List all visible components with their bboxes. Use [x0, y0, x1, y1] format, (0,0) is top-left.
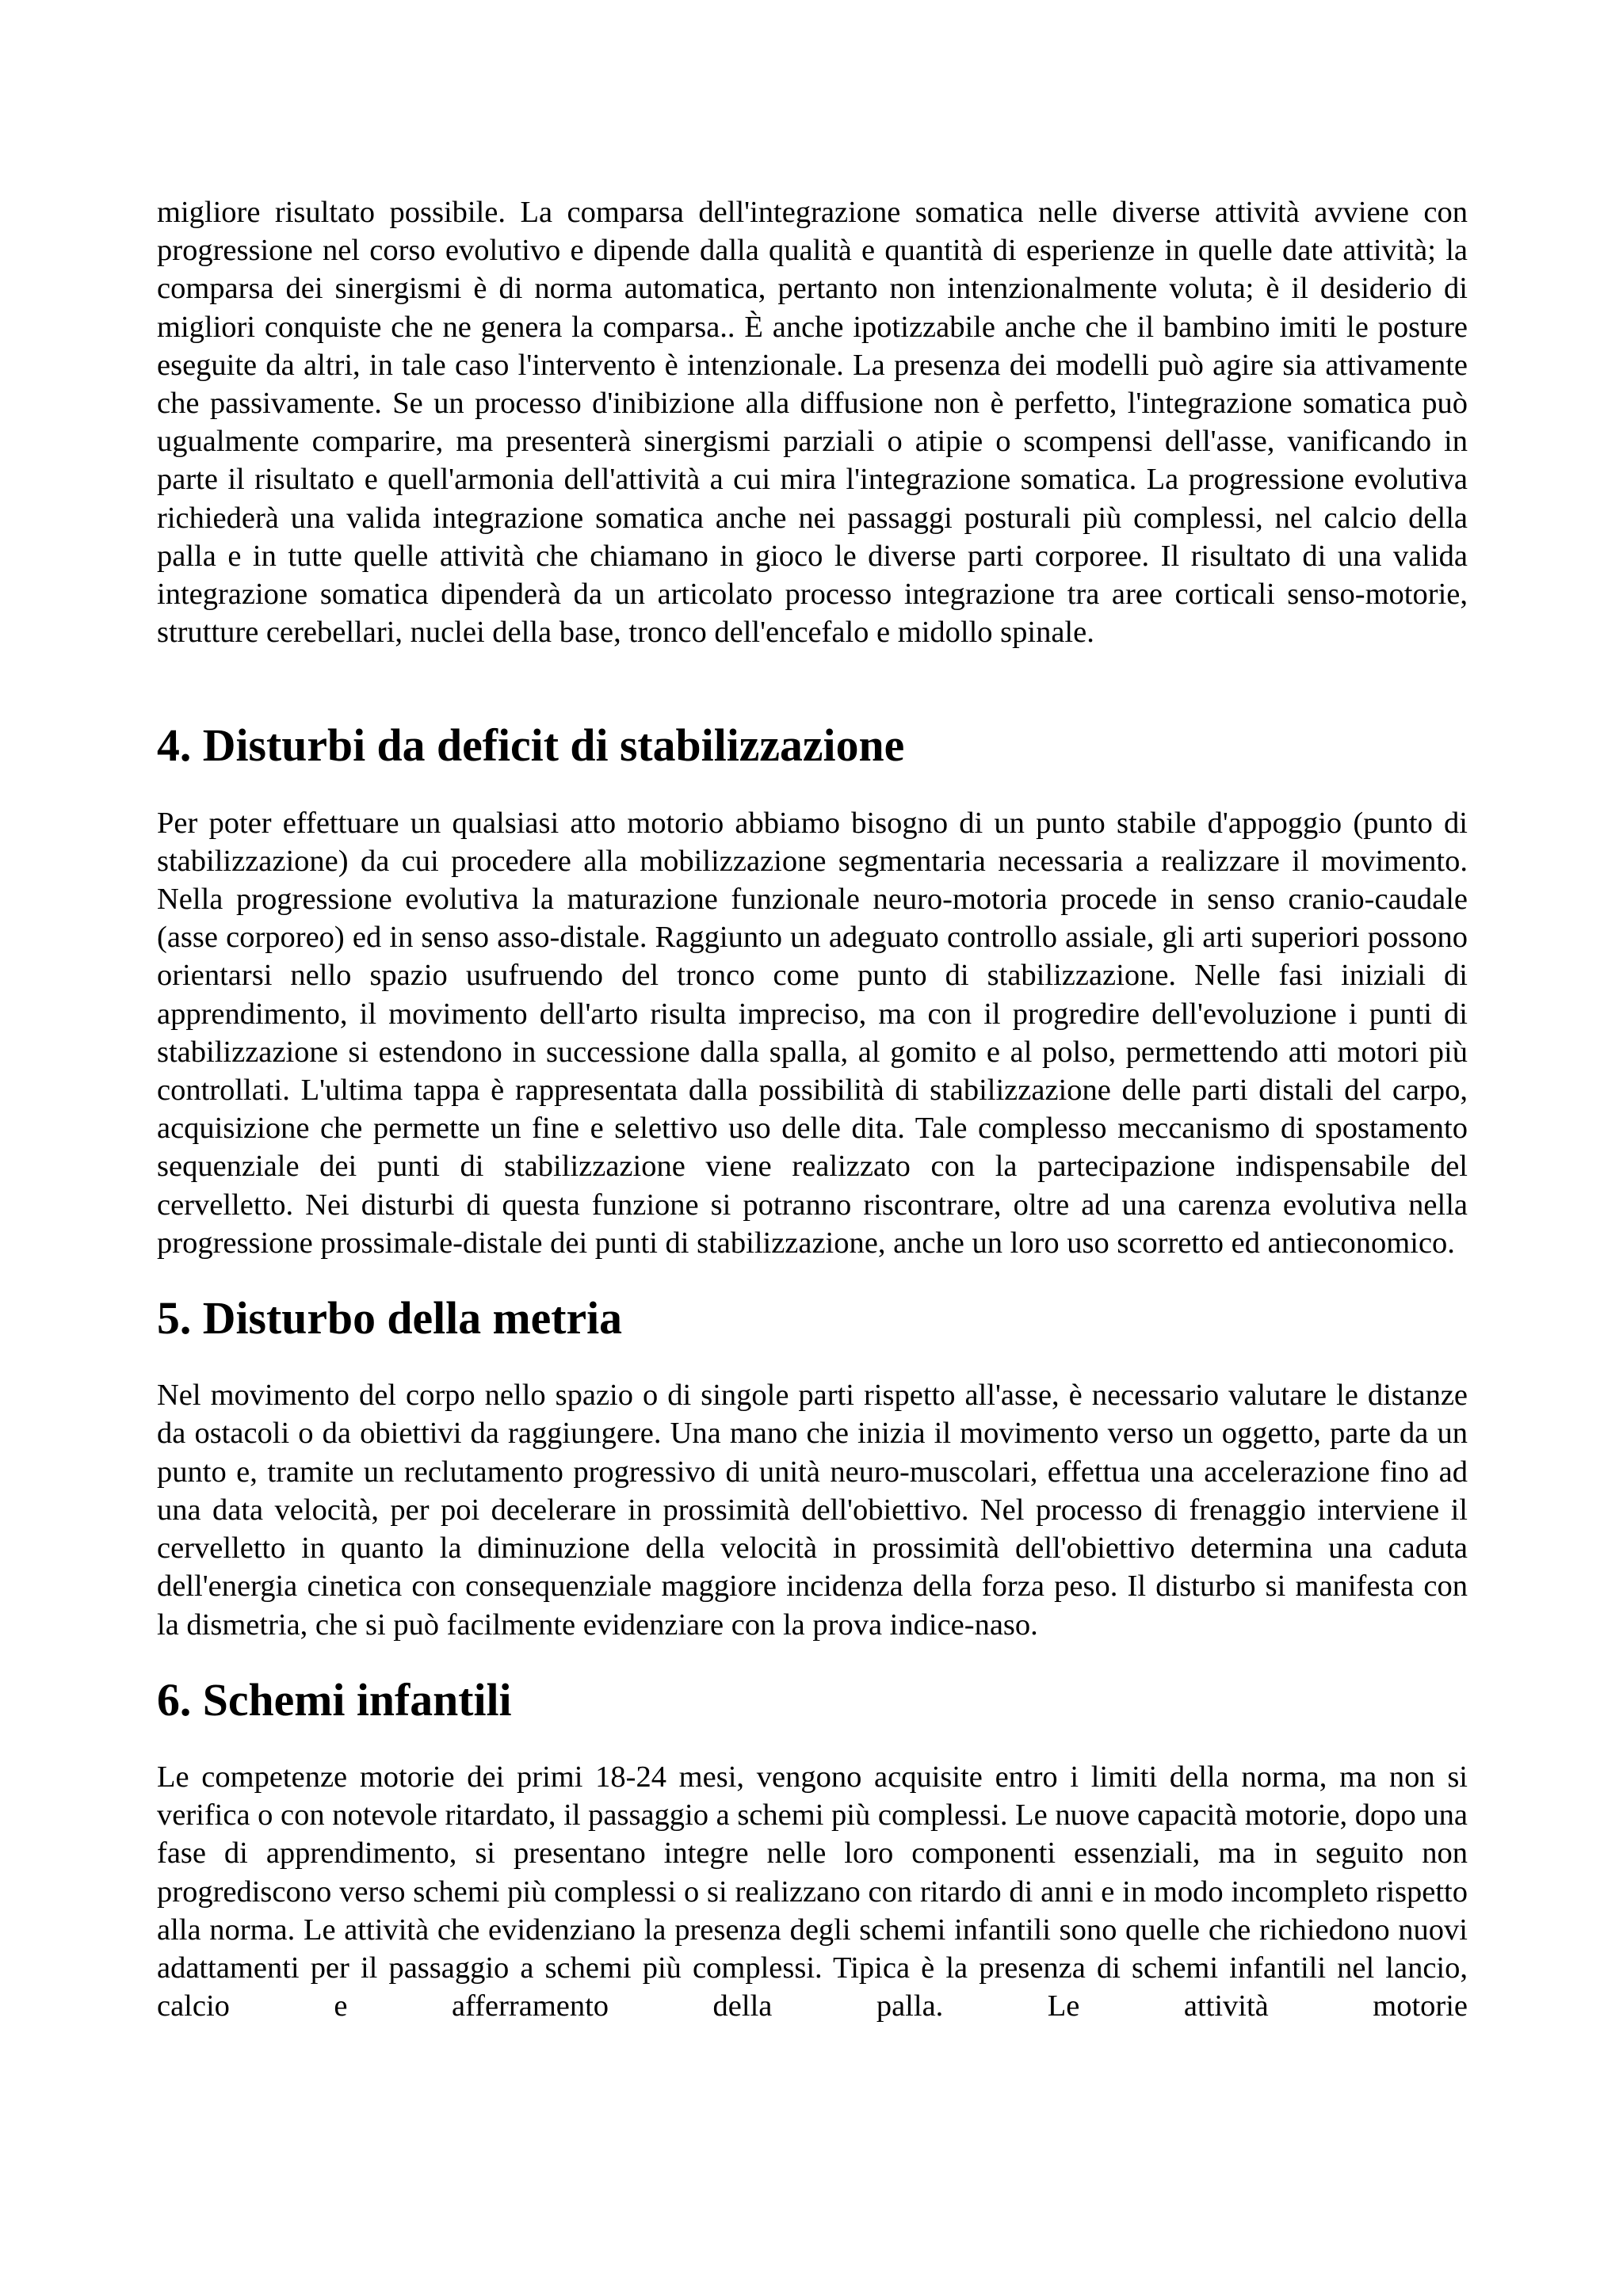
- section-heading: 5. Disturbo della metria: [157, 1294, 623, 1344]
- document-page: [157, 193, 1468, 2025]
- section-schemi-infantili: [157, 1675, 1468, 2026]
- section-body: Nel movimento del corpo nello spazio o di singole parti rispetto all'asse, è necessario valutare le distanze da ostacoli o da obiettivi da raggiungere. Una mano che inizia il movimento verso un oggetto, parte da un punto e, tramite un reclutamento progressivo di unità neuro-muscolari, effettua una accelerazione fino ad una data velocità, per poi decelerare in prossimità dell'obiettivo. Nel processo di frenaggio interviene il cervelletto in quanto la diminuzione della velocità in prossimità dell'obiettivo determina una caduta dell'energia cinetica con consequenziale maggiore incidenza della forza peso. Il disturbo si manifesta con la dismetria, che si può facilmente evidenziare con la prova indice-naso.: [157, 1379, 1468, 1642]
- intro-paragraph: migliore risultato possibile. La comparsa dell'integrazione somatica nelle diverse attività avviene con progressione nel corso evolutivo e dipende dalla qualità e quantità di esperienze in quelle date attività; la comparsa dei sinergismi è di norma automatica, pertanto non intenzionalmente voluta; è il desiderio di migliori conquiste che ne genera la comparsa.. È anche ipotizzabile anche che il bambino imiti le posture eseguite da altri, in tale caso l'intervento è intenzionale. La presenza dei modelli può agire sia attivamente che passivamente. Se un processo d'inibizione alla diffusione non è perfetto, l'integrazione somatica può ugualmente comparire, ma presenterà sinergismi parziali o atipie o scompensi dell'asse, vanificando in parte il risultato e quell'armonia dell'attività a cui mira l'integrazione somatica. La progressione evolutiva richiederà una valida integrazione somatica anche nei passaggi posturali più complessi, nel calcio della palla e in tutte quelle attività che chiamano in gioco le diverse parti corporee. Il risultato di una valida integrazione somatica dipenderà da un articolato processo integrazione tra aree corticali senso-motorie, strutture cerebellari, nuclei della base, tronco dell'encefalo e midollo spinale.: [157, 196, 1468, 650]
- spacer: [157, 766, 1468, 804]
- spacer: [157, 651, 1468, 727]
- section-heading: 4. Disturbi da deficit di stabilizzazione: [157, 721, 905, 772]
- section-heading: 6. Schemi infantili: [157, 1675, 512, 1726]
- spacer: [157, 1720, 1468, 1758]
- section-metria: [157, 1294, 1468, 1644]
- section-body: Per poter effettuare un qualsiasi atto motorio abbiamo bisogno di un punto stabile d'appoggio (punto di stabilizzazione) da cui procedere alla mobilizzazione segmentaria necessaria a realizzare il movimento. Nella progressione evolutiva la maturazione funzionale neuro-motoria procede in senso cranio-caudale (asse corporeo) ed in senso asso-distale. Raggiunto un adeguato controllo assiale, gli arti superiori possono orientarsi nello spazio usufruendo del tronco come punto di stabilizzazione. Nelle fasi iniziali di apprendimento, il movimento dell'arto risulta impreciso, ma con il progredire dell'evoluzione i punti di stabilizzazione si estendono in successione dalla spalla, al gomito e al polso, permettendo atti motori più controllati. L'ultima tappa è rappresentata dalla possibilità di stabilizzazione delle parti distali del carpo, acquisizione che permette un fine e selettivo uso delle dita. Tale complesso meccanismo di spostamento sequenziale dei punti di stabilizzazione viene realizzato con la partecipazione indispensabile del cervelletto. Nei disturbi di questa funzione si potranno riscontrare, oltre ad una carenza evolutiva nella progressione prossimale-distale dei punti di stabilizzazione, anche un loro uso scorretto ed antieconomico.: [157, 806, 1468, 1260]
- section-body: Le competenze motorie dei primi 18-24 mesi, vengono acquisite entro i limiti della norma, ma non si verifica o con notevole ritardato, il passaggio a schemi più complessi. Le nuove capacità motorie, dopo una fase di apprendimento, si presentano integre nelle loro componenti essenziali, ma in seguito non progrediscono verso schemi più complessi o si realizzano con ritardo di anni e in modo incompleto rispetto alla norma. Le attività che evidenziano la presenza degli schemi infantili sono quelle che richiedono nuovi adattamenti per il passaggio a schemi più complessi. Tipica è la presenza di schemi infantili nel lancio, calcio e afferramento della palla. Le attività motorie: [157, 1760, 1468, 2023]
- spacer: [157, 1338, 1468, 1376]
- section-stabilizzazione: [157, 721, 1468, 1262]
